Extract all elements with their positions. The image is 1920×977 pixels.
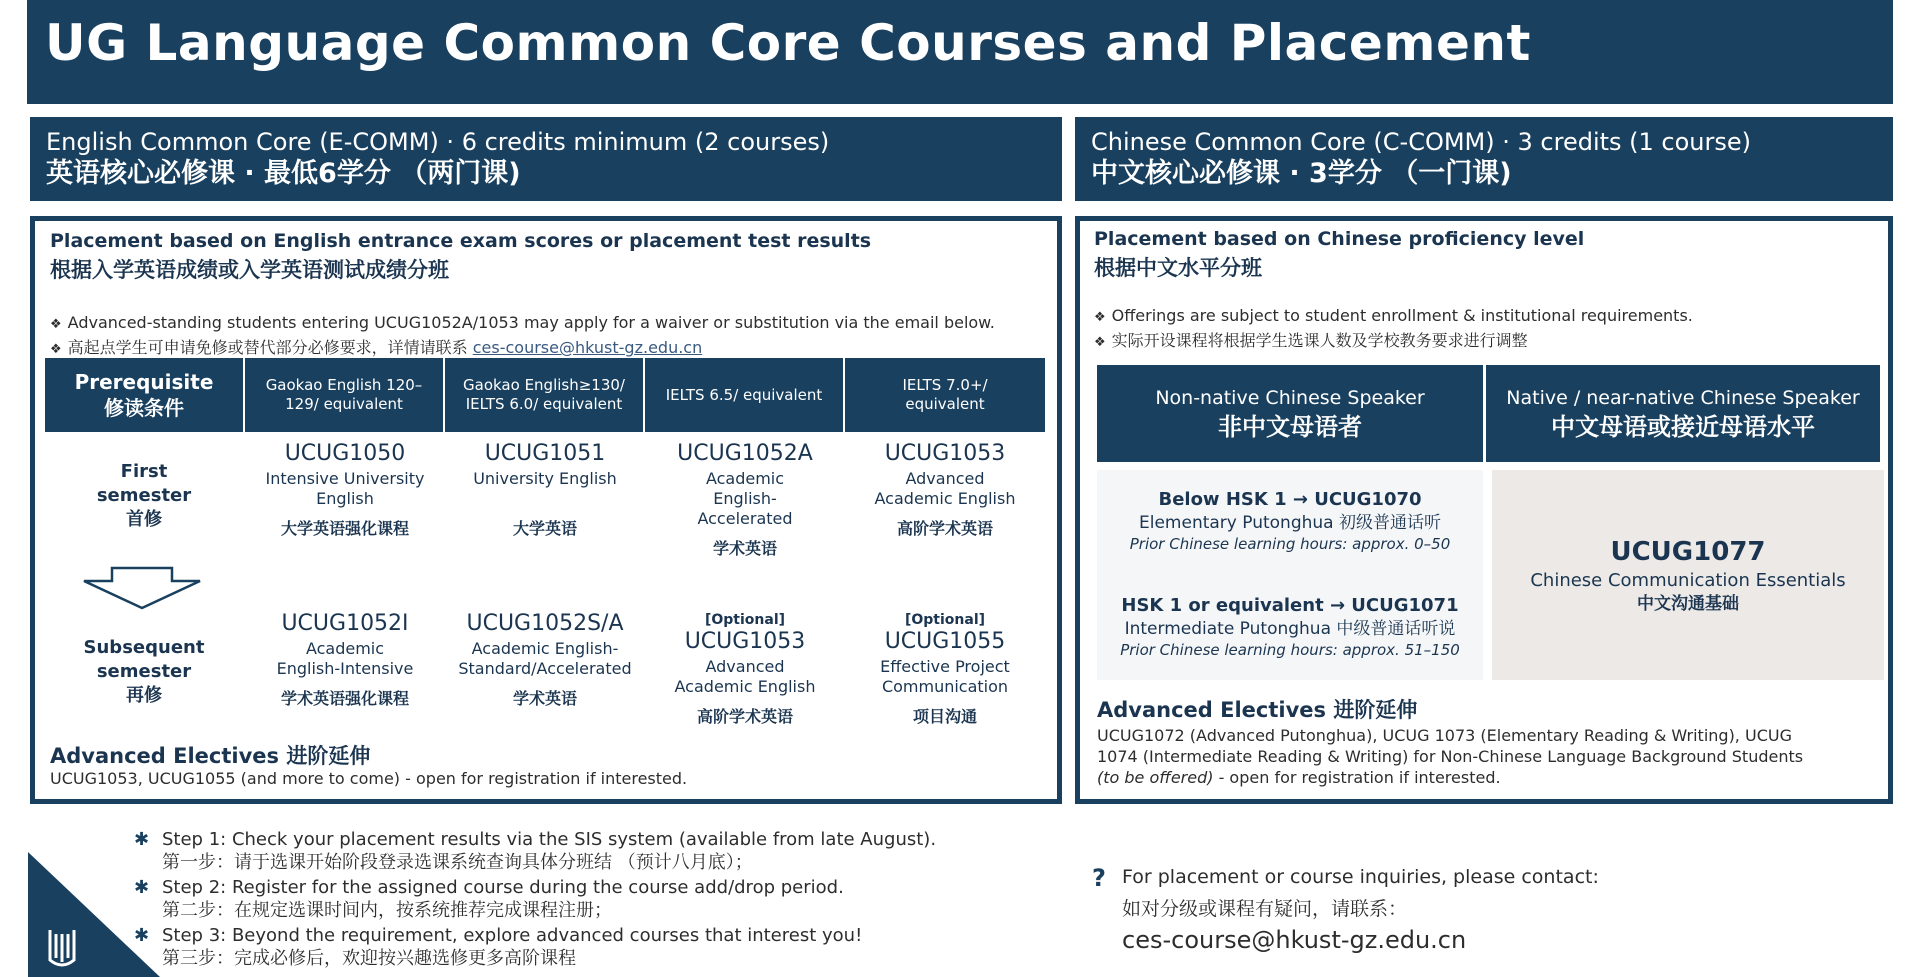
row-label-subsequent-zh: 再修 (126, 685, 162, 706)
chinese-advanced-line-2: 1074 (Intermediate Reading & Writing) for Non-Chinese Language Background Students (1097, 747, 1804, 766)
chinese-advanced-line-1: UCUG1072 (Advanced Putonghua), UCUG 1073 (Elementary Reading & Writing), UCUG (1097, 726, 1792, 745)
english-header-en: English Common Core (E-COMM) · 6 credits minimum (2 courses) (46, 128, 830, 156)
course-subsequent-2 (445, 611, 645, 709)
english-advanced-heading: Advanced Electives 进阶延伸 (50, 744, 371, 768)
title-bar (27, 0, 1893, 104)
pin-icon: ✱ (134, 925, 150, 946)
course-code: UCUG1050 (284, 441, 406, 466)
course-code: UCUG1052A (677, 441, 813, 466)
row-label-subsequent (63, 636, 225, 708)
course-code: UCUG1055 (884, 629, 1006, 654)
row-label-first-b: semester (96, 485, 192, 506)
course-first-2 (445, 441, 645, 539)
course-name: Academic English-Accelerated (697, 469, 793, 528)
row-label-subsequent-b: semester (96, 661, 192, 682)
non-native-header (1097, 365, 1483, 462)
step-2-en: Step 2: Register for the assigned course during the course add/drop period. (162, 877, 844, 898)
course-code: UCUG1052S/A (466, 611, 624, 636)
native-course-code: UCUG1077 (1610, 537, 1766, 567)
row-label-first-a: First (120, 461, 168, 482)
course-name: Academic English-Standard/Accelerated (458, 639, 632, 678)
level-below-hsk1 (1094, 488, 1486, 554)
level-hsk1 (1094, 594, 1486, 660)
step-3 (134, 924, 863, 970)
chinese-note-2 (1094, 328, 1528, 351)
english-note-1 (50, 313, 995, 332)
native-header-en: Native / near-native Chinese Speaker (1506, 386, 1860, 409)
level-course-name: Intermediate Putonghua 中级普通话听说 (1124, 619, 1456, 639)
optional-tag: [Optional] (904, 612, 986, 628)
native-course-zh: 中文沟通基础 (1637, 594, 1739, 614)
course-subsequent-1 (245, 611, 445, 709)
optional-tag: [Optional] (704, 612, 786, 628)
course-name-zh: 学术英语 (712, 539, 777, 558)
course-subsequent-4 (845, 611, 1045, 727)
native-header (1486, 365, 1880, 462)
english-placement-zh: 根据入学英语成绩或入学英语测试成绩分班 (50, 258, 449, 282)
col-header-gaokao-130 (445, 358, 645, 432)
course-name-zh: 大学英语 (512, 519, 577, 538)
course-name: Academic English-Intensive (276, 639, 414, 678)
step-1-zh: 第一步：请于选课开始阶段登录选课系统查询具体分班结 （预计八月底）； (162, 852, 753, 873)
row-label-first-zh: 首修 (126, 509, 162, 530)
chinese-advanced-line-3 (1097, 767, 1501, 788)
chinese-note-1-text: Offerings are subject to student enrollment & institutional requirements. (1111, 306, 1693, 325)
course-name: Advanced Academic English (674, 657, 816, 696)
step-3-zh: 第三步：完成必修后，欢迎按兴趣选修更多高阶课程 (162, 948, 576, 969)
step-2-zh: 第二步：在规定选课时间内，按系统推荐完成课程注册； (162, 900, 612, 921)
english-header-zh: 英语核心必修课 · 最低6学分 （两门课) (46, 158, 521, 189)
contact-email-link[interactable]: ces-course@hkust-gz.edu.cn (1122, 926, 1467, 954)
non-native-header-en: Non-native Chinese Speaker (1155, 386, 1425, 409)
chinese-header-en: Chinese Common Core (C-COMM) · 3 credits (1 course) (1091, 128, 1751, 156)
english-note-2 (50, 335, 702, 358)
course-code: UCUG1053 (684, 629, 806, 654)
english-note-2-text: 高起点学生可申请免修或替代部分必修要求，详情请联系 (67, 338, 473, 357)
english-section-header (30, 117, 1062, 201)
native-course-box (1492, 470, 1884, 680)
course-name-zh: 学术英语强化课程 (280, 689, 409, 708)
chinese-advanced-heading: Advanced Electives 进阶延伸 (1097, 698, 1418, 722)
contact-line-1: For placement or course inquiries, please contact: (1122, 866, 1599, 888)
col-header-gaokao-120: Gaokao English 120–129/ equivalent (245, 358, 445, 432)
course-name: Advanced Academic English (874, 469, 1016, 508)
course-first-3 (645, 441, 845, 559)
course-first-4 (845, 441, 1045, 539)
step-2 (134, 876, 844, 922)
col-header-ielts-65: IELTS 6.5/ equivalent (645, 358, 845, 432)
native-header-zh: 中文母语或接近母语水平 (1551, 412, 1815, 441)
course-name-zh: 高阶学术英语 (696, 707, 793, 726)
row-label-subsequent-a: Subsequent (83, 637, 205, 658)
diamond-bullet-icon: ❖ (1094, 310, 1106, 325)
course-name-zh: 学术英语 (512, 689, 577, 708)
chinese-placement-zh: 根据中文水平分班 (1094, 256, 1262, 280)
contact-line-2: 如对分级或课程有疑问，请联系： (1122, 898, 1408, 920)
diamond-bullet-icon: ❖ (50, 317, 62, 332)
chinese-section-header (1075, 117, 1893, 201)
level-course: HSK 1 or equivalent → UCUG1071 (1121, 595, 1459, 616)
chinese-header-zh: 中文核心必修课 · 3学分 （一门课) (1091, 158, 1512, 189)
course-code: UCUG1051 (484, 441, 606, 466)
english-placement-title: Placement based on English entrance exam scores or placement test results (50, 230, 872, 252)
col-header-gaokao-130-b: IELTS 6.0/ equivalent (465, 395, 623, 413)
level-hours: Prior Chinese learning hours: approx. 0–50 (1129, 535, 1451, 553)
to-be-offered: (to be offered) (1097, 768, 1214, 787)
level-hours: Prior Chinese learning hours: approx. 51–150 (1120, 641, 1460, 659)
native-course-name: Chinese Communication Essentials (1530, 570, 1846, 591)
diamond-bullet-icon: ❖ (50, 342, 62, 357)
english-advanced-text: UCUG1053, UCUG1055 (and more to come) - open for registration if interested. (50, 769, 688, 788)
chinese-placement-title: Placement based on Chinese proficiency level (1094, 228, 1585, 250)
email-link[interactable]: ces-course@hkust-gz.edu.cn (472, 338, 703, 357)
chinese-note-2-text: 实际开设课程将根据学生选课人数及学校教务要求进行调整 (1111, 331, 1528, 350)
level-course: Below HSK 1 → UCUG1070 (1158, 489, 1422, 510)
step-3-en: Step 3: Beyond the requirement, explore advanced courses that interest you! (162, 925, 863, 946)
diamond-bullet-icon: ❖ (1094, 335, 1106, 350)
chinese-note-1 (1094, 306, 1693, 325)
prereq-header-en: Prerequisite (74, 370, 214, 394)
step-1-en: Step 1: Check your placement results via the SIS system (available from late August). (162, 829, 937, 850)
course-name-zh: 项目沟通 (912, 707, 977, 726)
open-registration-text: - open for registration if interested. (1213, 768, 1501, 787)
course-name-zh: 大学英语强化课程 (280, 519, 409, 538)
col-header-ielts-70: IELTS 7.0+/ equivalent (845, 358, 1045, 432)
step-1 (134, 828, 937, 874)
prereq-header (45, 358, 245, 432)
english-note-1-text: Advanced-standing students entering UCUG1052A/1053 may apply for a waiver or substitution via the email below. (67, 313, 995, 332)
course-code: UCUG1052I (281, 611, 409, 636)
course-code: UCUG1053 (884, 441, 1006, 466)
question-icon: ? (1092, 864, 1106, 892)
non-native-header-zh: 非中文母语者 (1218, 412, 1362, 441)
course-first-1 (245, 441, 445, 539)
pin-icon: ✱ (134, 829, 150, 850)
course-name: University English (473, 469, 617, 488)
row-label-first (63, 460, 225, 532)
course-subsequent-3 (645, 611, 845, 727)
course-name: Intensive University English (265, 469, 425, 508)
course-name-zh: 高阶学术英语 (896, 519, 993, 538)
down-arrow-icon (80, 566, 204, 610)
course-name: Effective Project Communication (880, 657, 1010, 696)
page-title: UG Language Common Core Courses and Placement (45, 14, 1531, 72)
corner-decoration (0, 852, 160, 977)
pin-icon: ✱ (134, 877, 150, 898)
level-course-name: Elementary Putonghua 初级普通话听 (1139, 513, 1441, 533)
prereq-header-zh: 修读条件 (104, 396, 184, 420)
col-header-gaokao-130-a: Gaokao English≥130/ (463, 376, 625, 394)
